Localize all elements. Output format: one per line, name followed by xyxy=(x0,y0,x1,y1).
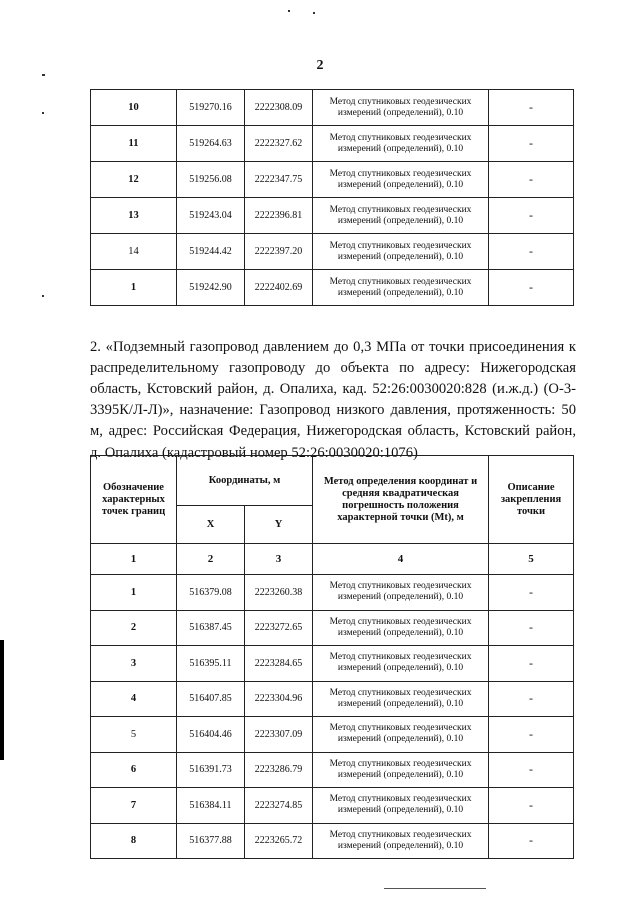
table-row xyxy=(91,610,574,646)
coord-y: 2223286.79 xyxy=(245,752,313,788)
point-number: 8 xyxy=(91,823,177,859)
coord-y: 2222402.69 xyxy=(245,270,313,306)
coord-x: 516377.88 xyxy=(177,823,245,859)
table-row xyxy=(91,646,574,682)
column-number-row xyxy=(91,544,574,575)
coord-y: 2223284.65 xyxy=(245,646,313,682)
point-number: 2 xyxy=(91,610,177,646)
coord-y: 2223304.96 xyxy=(245,681,313,717)
table-row xyxy=(91,90,574,126)
coord-x: 516384.11 xyxy=(177,788,245,824)
coord-x: 516404.46 xyxy=(177,717,245,753)
method-cell: Метод спутниковых геодезических измерений (определений), 0.10 xyxy=(313,126,489,162)
coord-x: 519243.04 xyxy=(177,198,245,234)
point-number: 3 xyxy=(91,646,177,682)
coord-x: 519244.42 xyxy=(177,234,245,270)
method-cell: Метод спутниковых геодезических измерений (определений), 0.10 xyxy=(313,234,489,270)
table-row xyxy=(91,270,574,306)
table-row xyxy=(91,823,574,859)
method-cell: Метод спутниковых геодезических измерений (определений), 0.10 xyxy=(313,646,489,682)
column-number: 1 xyxy=(91,544,177,575)
description-cell: - xyxy=(489,198,574,234)
method-cell: Метод спутниковых геодезических измерений (определений), 0.10 xyxy=(313,162,489,198)
table-row xyxy=(91,198,574,234)
coord-x: 519256.08 xyxy=(177,162,245,198)
coordinates-table-continued xyxy=(90,89,574,306)
table-row xyxy=(91,162,574,198)
point-number: 7 xyxy=(91,788,177,824)
coord-y: 2222308.09 xyxy=(245,90,313,126)
table-row xyxy=(91,788,574,824)
column-number: 4 xyxy=(313,544,489,575)
coord-x: 516391.73 xyxy=(177,752,245,788)
table-row xyxy=(91,681,574,717)
column-number: 3 xyxy=(245,544,313,575)
coord-x: 516379.08 xyxy=(177,575,245,611)
table-row xyxy=(91,717,574,753)
scan-speck xyxy=(42,74,45,76)
header-x: X xyxy=(177,506,245,544)
description-cell: - xyxy=(489,575,574,611)
description-cell: - xyxy=(489,717,574,753)
object-description-paragraph: 2. «Подземный газопровод давлением до 0,3 МПа от точки присоединения к распределительному газопроводу до объекта по адресу: Нижегородская область, Кстовский район, д. Опалиха, кад. 52:26:0030020:828 (и.ж.д.) (О-3-3395К/Л-Л)», назначение: Газопровод низкого давления, протяженность: 50 м, адрес: Российская Федерация, Нижегородская область, Кстовский район, д. Опалиха (кадастровый номер 52:26:0030020:1076) xyxy=(90,338,576,461)
coord-y: 2223307.09 xyxy=(245,717,313,753)
coord-y: 2223260.38 xyxy=(245,575,313,611)
method-cell: Метод спутниковых геодезических измерений (определений), 0.10 xyxy=(313,575,489,611)
point-number: 1 xyxy=(91,270,177,306)
footer-rule xyxy=(384,888,486,889)
point-number: 11 xyxy=(91,126,177,162)
scan-speck xyxy=(313,12,315,14)
coord-x: 519264.63 xyxy=(177,126,245,162)
point-number: 13 xyxy=(91,198,177,234)
point-number: 6 xyxy=(91,752,177,788)
coord-y: 2222396.81 xyxy=(245,198,313,234)
coord-x: 516407.85 xyxy=(177,681,245,717)
point-number: 10 xyxy=(91,90,177,126)
column-number: 2 xyxy=(177,544,245,575)
point-number: 5 xyxy=(91,717,177,753)
point-number: 14 xyxy=(91,234,177,270)
method-cell: Метод спутниковых геодезических измерений (определений), 0.10 xyxy=(313,90,489,126)
header-point: Обозначение характерных точек границ xyxy=(91,456,177,544)
table-header-row xyxy=(91,456,574,506)
method-cell: Метод спутниковых геодезических измерений (определений), 0.10 xyxy=(313,823,489,859)
method-cell: Метод спутниковых геодезических измерений (определений), 0.10 xyxy=(313,681,489,717)
page-number: 2 xyxy=(316,58,324,73)
description-cell: - xyxy=(489,681,574,717)
description-cell: - xyxy=(489,610,574,646)
description-cell: - xyxy=(489,270,574,306)
method-cell: Метод спутниковых геодезических измерений (определений), 0.10 xyxy=(313,610,489,646)
header-y: Y xyxy=(245,506,313,544)
description-cell: - xyxy=(489,646,574,682)
coord-x: 516395.11 xyxy=(177,646,245,682)
point-number: 12 xyxy=(91,162,177,198)
coord-x: 516387.45 xyxy=(177,610,245,646)
description-cell: - xyxy=(489,126,574,162)
scan-edge-bar xyxy=(0,640,4,760)
coord-y: 2222347.75 xyxy=(245,162,313,198)
scan-speck xyxy=(288,10,290,12)
coord-y: 2222397.20 xyxy=(245,234,313,270)
coord-x: 519270.16 xyxy=(177,90,245,126)
point-number: 4 xyxy=(91,681,177,717)
description-cell: - xyxy=(489,90,574,126)
description-cell: - xyxy=(489,752,574,788)
point-number: 1 xyxy=(91,575,177,611)
scan-speck xyxy=(42,295,44,297)
table-row xyxy=(91,575,574,611)
description-cell: - xyxy=(489,234,574,270)
description-cell: - xyxy=(489,162,574,198)
coord-y: 2222327.62 xyxy=(245,126,313,162)
description-cell: - xyxy=(489,788,574,824)
scan-speck xyxy=(42,112,44,114)
table-row xyxy=(91,752,574,788)
method-cell: Метод спутниковых геодезических измерений (определений), 0.10 xyxy=(313,752,489,788)
column-number: 5 xyxy=(489,544,574,575)
header-method: Метод определения координат и средняя квадратическая погрешность положения характерной точки (Mt), м xyxy=(313,456,489,544)
method-cell: Метод спутниковых геодезических измерений (определений), 0.10 xyxy=(313,270,489,306)
table-row xyxy=(91,126,574,162)
method-cell: Метод спутниковых геодезических измерений (определений), 0.10 xyxy=(313,198,489,234)
coord-y: 2223272.65 xyxy=(245,610,313,646)
coord-y: 2223265.72 xyxy=(245,823,313,859)
header-description: Описание закрепления точки xyxy=(489,456,574,544)
table-row xyxy=(91,234,574,270)
coord-x: 519242.90 xyxy=(177,270,245,306)
method-cell: Метод спутниковых геодезических измерений (определений), 0.10 xyxy=(313,788,489,824)
coord-y: 2223274.85 xyxy=(245,788,313,824)
description-cell: - xyxy=(489,823,574,859)
coordinates-table xyxy=(90,455,574,859)
method-cell: Метод спутниковых геодезических измерений (определений), 0.10 xyxy=(313,717,489,753)
header-coordinates: Координаты, м xyxy=(177,456,313,506)
